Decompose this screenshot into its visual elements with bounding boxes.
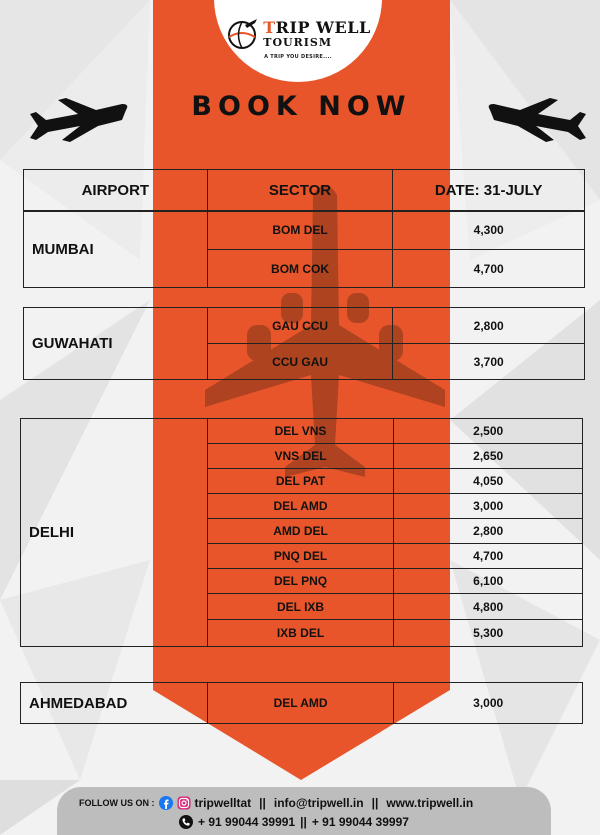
follow-label: FOLLOW US ON : (79, 798, 155, 808)
separator: || (300, 815, 307, 829)
airport-ahmedabad: AHMEDABAD (21, 683, 208, 724)
price-cell: 5,300 (394, 620, 583, 647)
sector-cell: VNS DEL (207, 444, 394, 469)
sector-cell: PNQ DEL (207, 544, 394, 569)
instagram-icon[interactable] (177, 796, 191, 810)
price-cell: 6,100 (394, 569, 583, 594)
price-cell: 2,500 (394, 419, 583, 444)
column-header-date: DATE: 31-JULY (393, 170, 585, 212)
fare-group-mumbai (23, 210, 585, 288)
price-cell: 4,800 (394, 594, 583, 620)
column-header-sector: SECTOR (207, 170, 393, 212)
separator: || (371, 796, 379, 810)
fare-group-delhi (20, 418, 583, 647)
phone-icon (179, 815, 193, 829)
facebook-icon[interactable] (159, 796, 173, 810)
contact-footer (57, 787, 551, 835)
website-link[interactable]: www.tripwell.in (386, 796, 474, 810)
price-cell: 4,050 (394, 469, 583, 494)
sector-cell: GAU CCU (207, 308, 393, 344)
fare-table-header (23, 169, 585, 212)
sector-cell: DEL AMD (207, 494, 394, 519)
page-title: BOOK NOW (191, 91, 412, 122)
phone-number-2[interactable]: + 91 99044 39997 (311, 815, 409, 829)
price-cell: 4,700 (394, 544, 583, 569)
airplane-left-icon (26, 96, 130, 144)
sector-cell: CCU GAU (207, 344, 393, 380)
price-cell: 3,700 (393, 344, 585, 380)
fare-group-guwahati (23, 307, 585, 380)
airport-delhi: DELHI (21, 419, 208, 647)
brand-name: TRIP WELL (263, 17, 371, 37)
sector-cell: BOM COK (207, 250, 393, 288)
price-cell: 3,000 (394, 683, 583, 724)
airport-guwahati: GUWAHATI (24, 308, 208, 380)
sector-cell: DEL AMD (207, 683, 394, 724)
price-cell: 4,700 (393, 250, 585, 288)
sector-cell: DEL IXB (207, 594, 394, 620)
email-link[interactable]: info@tripwell.in (273, 796, 364, 810)
brand-sub: TOURISM (263, 35, 333, 49)
globe-plane-logo-icon (225, 17, 259, 51)
fare-group-ahmedabad (20, 682, 583, 724)
phone-number-1[interactable]: + 91 99044 39991 (198, 815, 296, 829)
airport-mumbai: MUMBAI (24, 211, 208, 288)
price-cell: 2,800 (394, 519, 583, 544)
sector-cell: DEL VNS (207, 419, 394, 444)
price-cell: 3,000 (394, 494, 583, 519)
sector-cell: DEL PAT (207, 469, 394, 494)
sector-cell: DEL PNQ (207, 569, 394, 594)
airplane-right-icon (486, 96, 590, 144)
separator: || (259, 796, 266, 810)
brand-tagline: A TRIP YOU DESIRE.... (264, 53, 332, 60)
sector-cell: IXB DEL (207, 620, 394, 647)
column-header-airport: AIRPORT (24, 170, 208, 212)
social-handle[interactable]: tripwelltat (194, 796, 252, 810)
price-cell: 2,650 (394, 444, 583, 469)
sector-cell: AMD DEL (207, 519, 394, 544)
price-cell: 4,300 (393, 211, 585, 250)
sector-cell: BOM DEL (207, 211, 393, 250)
price-cell: 2,800 (393, 308, 585, 344)
